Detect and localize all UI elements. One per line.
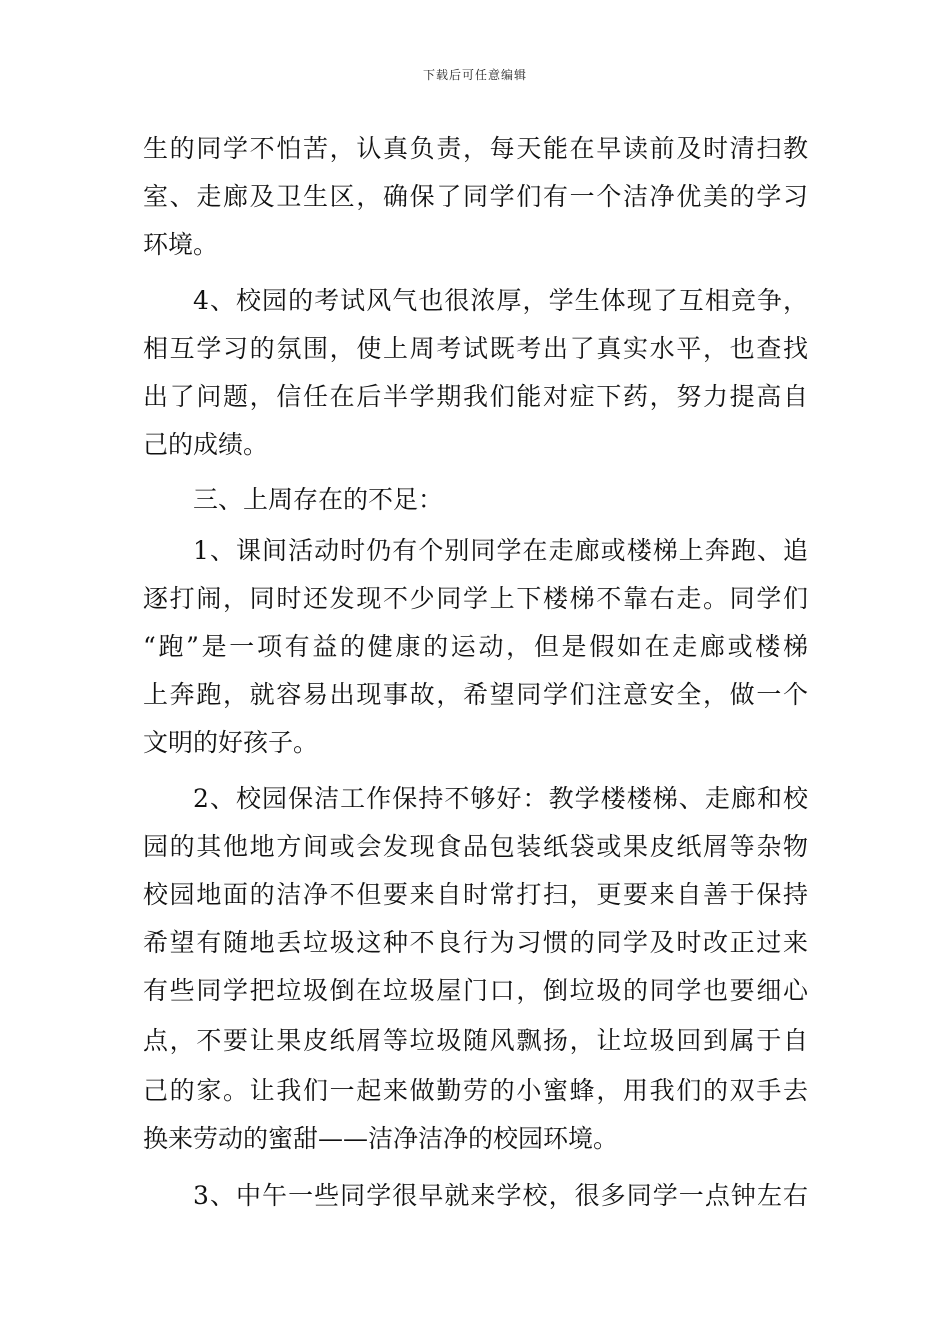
text-line: 希望有随地丢垃圾这种不良行为习惯的同学及时改正过来 [143, 928, 808, 957]
text-line: 环境。 [143, 230, 219, 259]
text-line: 1、课间活动时仍有个别同学在走廊或楼梯上奔跑、追 [193, 536, 808, 565]
text-line: 校园地面的洁净不但要来自时常打扫，更要来自善于保持 [143, 880, 808, 909]
text-line: 生的同学不怕苦，认真负责，每天能在早读前及时清扫教 [143, 134, 808, 163]
text-line: 相互学习的氛围，使上周考试既考出了真实水平，也查找 [143, 334, 808, 363]
page-header: 下载后可任意编辑 [422, 68, 527, 82]
text-line: 室、走廊及卫生区，确保了同学们有一个洁净优美的学习 [143, 182, 808, 211]
text-line: 出了问题，信任在后半学期我们能对症下药，努力提高自 [143, 382, 808, 411]
text-line: 逐打闹，同时还发现不少同学上下楼梯不靠右走。同学们 [143, 584, 808, 613]
text-line: 4、校园的考试风气也很浓厚，学生体现了互相竞争， [193, 286, 808, 315]
text-line: 有些同学把垃圾倒在垃圾屋门口，倒垃圾的同学也要细心 [143, 976, 808, 1005]
text-line: 3、中午一些同学很早就来学校，很多同学一点钟左右 [193, 1181, 808, 1210]
text-line: 己的家。让我们一起来做勤劳的小蜜蜂，用我们的双手去 [143, 1076, 808, 1105]
text-line: “跑”是一项有益的健康的运动，但是假如在走廊或楼梯 [143, 632, 808, 661]
section-heading: 三、上周存在的不足： [193, 485, 444, 514]
text-line: 己的成绩。 [143, 430, 269, 459]
text-line: 2、校园保洁工作保持不够好：教学楼楼梯、走廊和校 [193, 784, 808, 813]
text-line: 点，不要让果皮纸屑等垃圾随风飘扬，让垃圾回到属于自 [143, 1026, 808, 1055]
text-line: 换来劳动的蜜甜——洁净洁净的校园环境。 [143, 1124, 619, 1153]
text-line: 文明的好孩子。 [143, 728, 319, 757]
text-line: 园的其他地方间或会发现食品包装纸袋或果皮纸屑等杂物 [143, 832, 808, 861]
text-line: 上奔跑，就容易出现事故，希望同学们注意安全，做一个 [143, 680, 808, 709]
